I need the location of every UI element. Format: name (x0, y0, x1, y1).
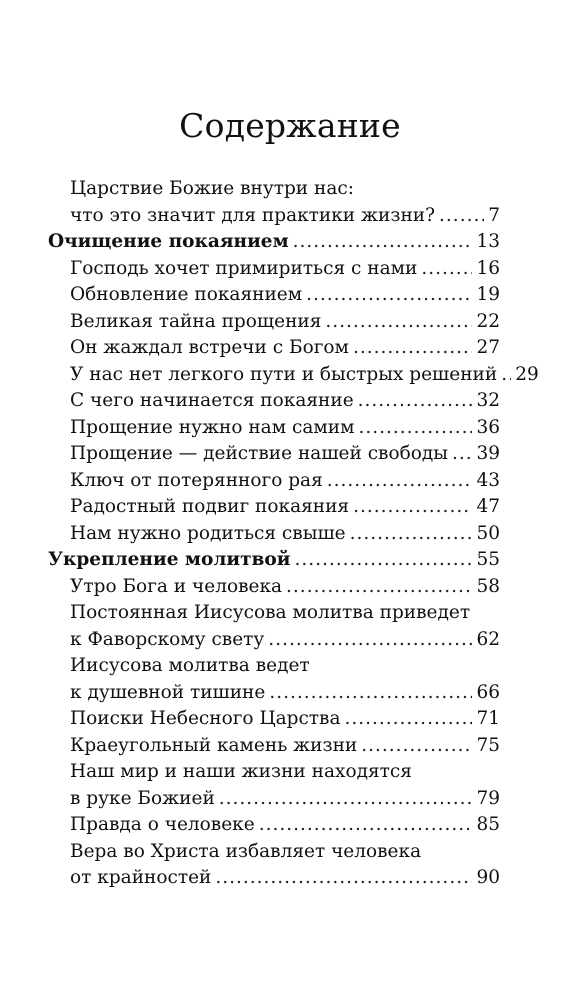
toc-entry-title: в руке Божией (70, 787, 215, 809)
page-number: 27 (476, 337, 500, 358)
page-number: 13 (476, 231, 500, 252)
toc-entry-line (70, 388, 500, 415)
toc-entry-title-line: Наш мир и наши жизни находятся (70, 761, 412, 782)
toc-section-entry[interactable] (48, 547, 500, 574)
toc-entry-title: Укрепление молитвой (48, 549, 291, 570)
toc-entry[interactable] (48, 468, 500, 495)
toc-entry[interactable] (48, 362, 539, 389)
toc-entry-title: Прощение — действие нашей свободы (70, 443, 448, 464)
toc-entry-line (70, 680, 500, 707)
toc-entry[interactable] (48, 415, 500, 442)
toc-entry-title: Прощение нужно нам самим (70, 416, 355, 438)
toc-entry-title-line: Иисусова молитва ведет (70, 655, 310, 676)
dot-leader (306, 282, 472, 309)
dot-leader (353, 335, 473, 362)
page-number: 85 (476, 814, 500, 835)
dot-leader (358, 415, 472, 442)
page-number: 62 (476, 628, 500, 650)
toc-entry-title: что это значит для практики жизни? (70, 204, 436, 226)
toc-entry-title: к Фаворскому свету (70, 628, 265, 650)
toc-entry[interactable] (48, 388, 500, 415)
toc-entry-title-line: Вера во Христа избавляет человека (70, 840, 422, 862)
toc-entry-line (70, 627, 500, 654)
toc-entry[interactable] (48, 494, 500, 521)
dot-leader (286, 574, 472, 601)
toc-entry-line (70, 309, 500, 336)
page-number: 22 (476, 310, 500, 332)
toc-entry-title: Краеугольный камень жизни (70, 734, 358, 756)
toc-entry-title: Великая тайна прощения (70, 310, 322, 332)
page-number: 16 (476, 257, 500, 279)
toc-entry-line (70, 706, 500, 733)
toc-entry-line (70, 812, 500, 839)
toc-entry-line (70, 494, 500, 521)
page-number: 50 (476, 522, 500, 544)
page-number: 32 (476, 390, 500, 411)
dot-leader (219, 786, 473, 813)
toc-entry[interactable] (48, 733, 500, 760)
toc-entry-line (70, 282, 500, 309)
toc-entry[interactable] (48, 706, 500, 733)
page-number: 55 (476, 549, 500, 570)
toc-entry-title: от крайностей (70, 867, 212, 888)
dot-leader (501, 362, 511, 389)
toc-entry[interactable] (48, 282, 500, 309)
toc-entry[interactable] (48, 521, 500, 548)
toc-entry-line (70, 203, 500, 230)
toc-entry[interactable] (48, 839, 500, 892)
toc-entry[interactable] (48, 812, 500, 839)
dot-leader (215, 865, 472, 892)
toc-section-entry[interactable] (48, 229, 500, 256)
toc-entry-line (70, 362, 539, 389)
dot-leader (353, 494, 472, 521)
dot-leader (259, 812, 473, 839)
toc-entry[interactable] (48, 256, 500, 283)
page-title: Содержание (179, 106, 401, 146)
dot-leader (361, 733, 472, 760)
toc-entry-line (70, 865, 500, 892)
toc-entry-title: Он жаждал встречи с Богом (70, 337, 349, 358)
toc-entry-title: Нам нужно родиться свыше (70, 522, 346, 544)
toc-entry-line (70, 335, 500, 362)
toc-entry-line (70, 468, 500, 495)
toc-entry[interactable] (48, 176, 500, 229)
page-number: 79 (476, 787, 500, 809)
dot-leader (293, 229, 473, 256)
toc-entry-title: Обновление покаянием (70, 284, 303, 305)
dot-leader (268, 627, 472, 654)
page-number: 39 (476, 443, 500, 464)
toc-entry-line (70, 415, 500, 442)
dot-leader (325, 309, 472, 336)
dot-leader (452, 441, 472, 468)
toc-entry-line (70, 733, 500, 760)
dot-leader (327, 468, 473, 495)
page-number: 71 (476, 708, 500, 729)
toc-entry-title: Поиски Небесного Царства (70, 708, 341, 729)
dot-leader (294, 547, 472, 574)
toc-entry-line (48, 229, 500, 256)
page-number: 36 (476, 416, 500, 438)
page-number: 58 (476, 575, 500, 597)
toc-entry[interactable] (48, 441, 500, 468)
toc-entry[interactable] (48, 759, 500, 812)
toc-entry-line (70, 521, 500, 548)
toc-entry-title: Очищение покаянием (48, 231, 289, 252)
page-number: 66 (476, 681, 500, 703)
page-number: 47 (476, 496, 500, 517)
page-number: 29 (515, 363, 539, 385)
toc-entry[interactable] (48, 574, 500, 601)
dot-leader (439, 203, 484, 230)
dot-leader (350, 521, 473, 548)
toc-entry-line (70, 574, 500, 601)
page-number: 43 (476, 469, 500, 491)
toc-entry-title: к душевной тишине (70, 681, 266, 703)
toc-entry-title: У нас нет легкого пути и быстрых решений (70, 363, 498, 385)
toc-entry[interactable] (48, 600, 500, 653)
toc-entry[interactable] (48, 309, 500, 336)
page-number: 19 (476, 284, 500, 305)
toc-entry-title: С чего начинается покаяние (70, 390, 354, 411)
toc-entry-title: Правда о человеке (70, 814, 255, 835)
toc-entry[interactable] (48, 335, 500, 362)
toc-entry-line (70, 786, 500, 813)
page-number: 75 (476, 734, 500, 756)
toc-entry-title: Радостный подвиг покаяния (70, 496, 350, 517)
dot-leader (421, 256, 472, 283)
toc-entry-title-line: Царствие Божие внутри нас: (70, 178, 354, 199)
toc-entry-line (70, 256, 500, 283)
toc-entry[interactable] (48, 653, 500, 706)
dot-leader (358, 388, 473, 415)
page-number: 7 (488, 204, 500, 226)
toc-entry-title: Ключ от потерянного рая (70, 469, 323, 491)
dot-leader (345, 706, 473, 733)
toc-entry-line (70, 441, 500, 468)
dot-leader (269, 680, 472, 707)
toc-entry-title: Господь хочет примириться с нами (70, 257, 418, 279)
toc-entry-line (48, 547, 500, 574)
page-number: 90 (476, 867, 500, 888)
toc-entry-title-line: Постоянная Иисусова молитва приведет (70, 602, 471, 623)
toc-entry-title: Утро Бога и человека (70, 575, 283, 597)
table-of-contents (48, 176, 539, 892)
